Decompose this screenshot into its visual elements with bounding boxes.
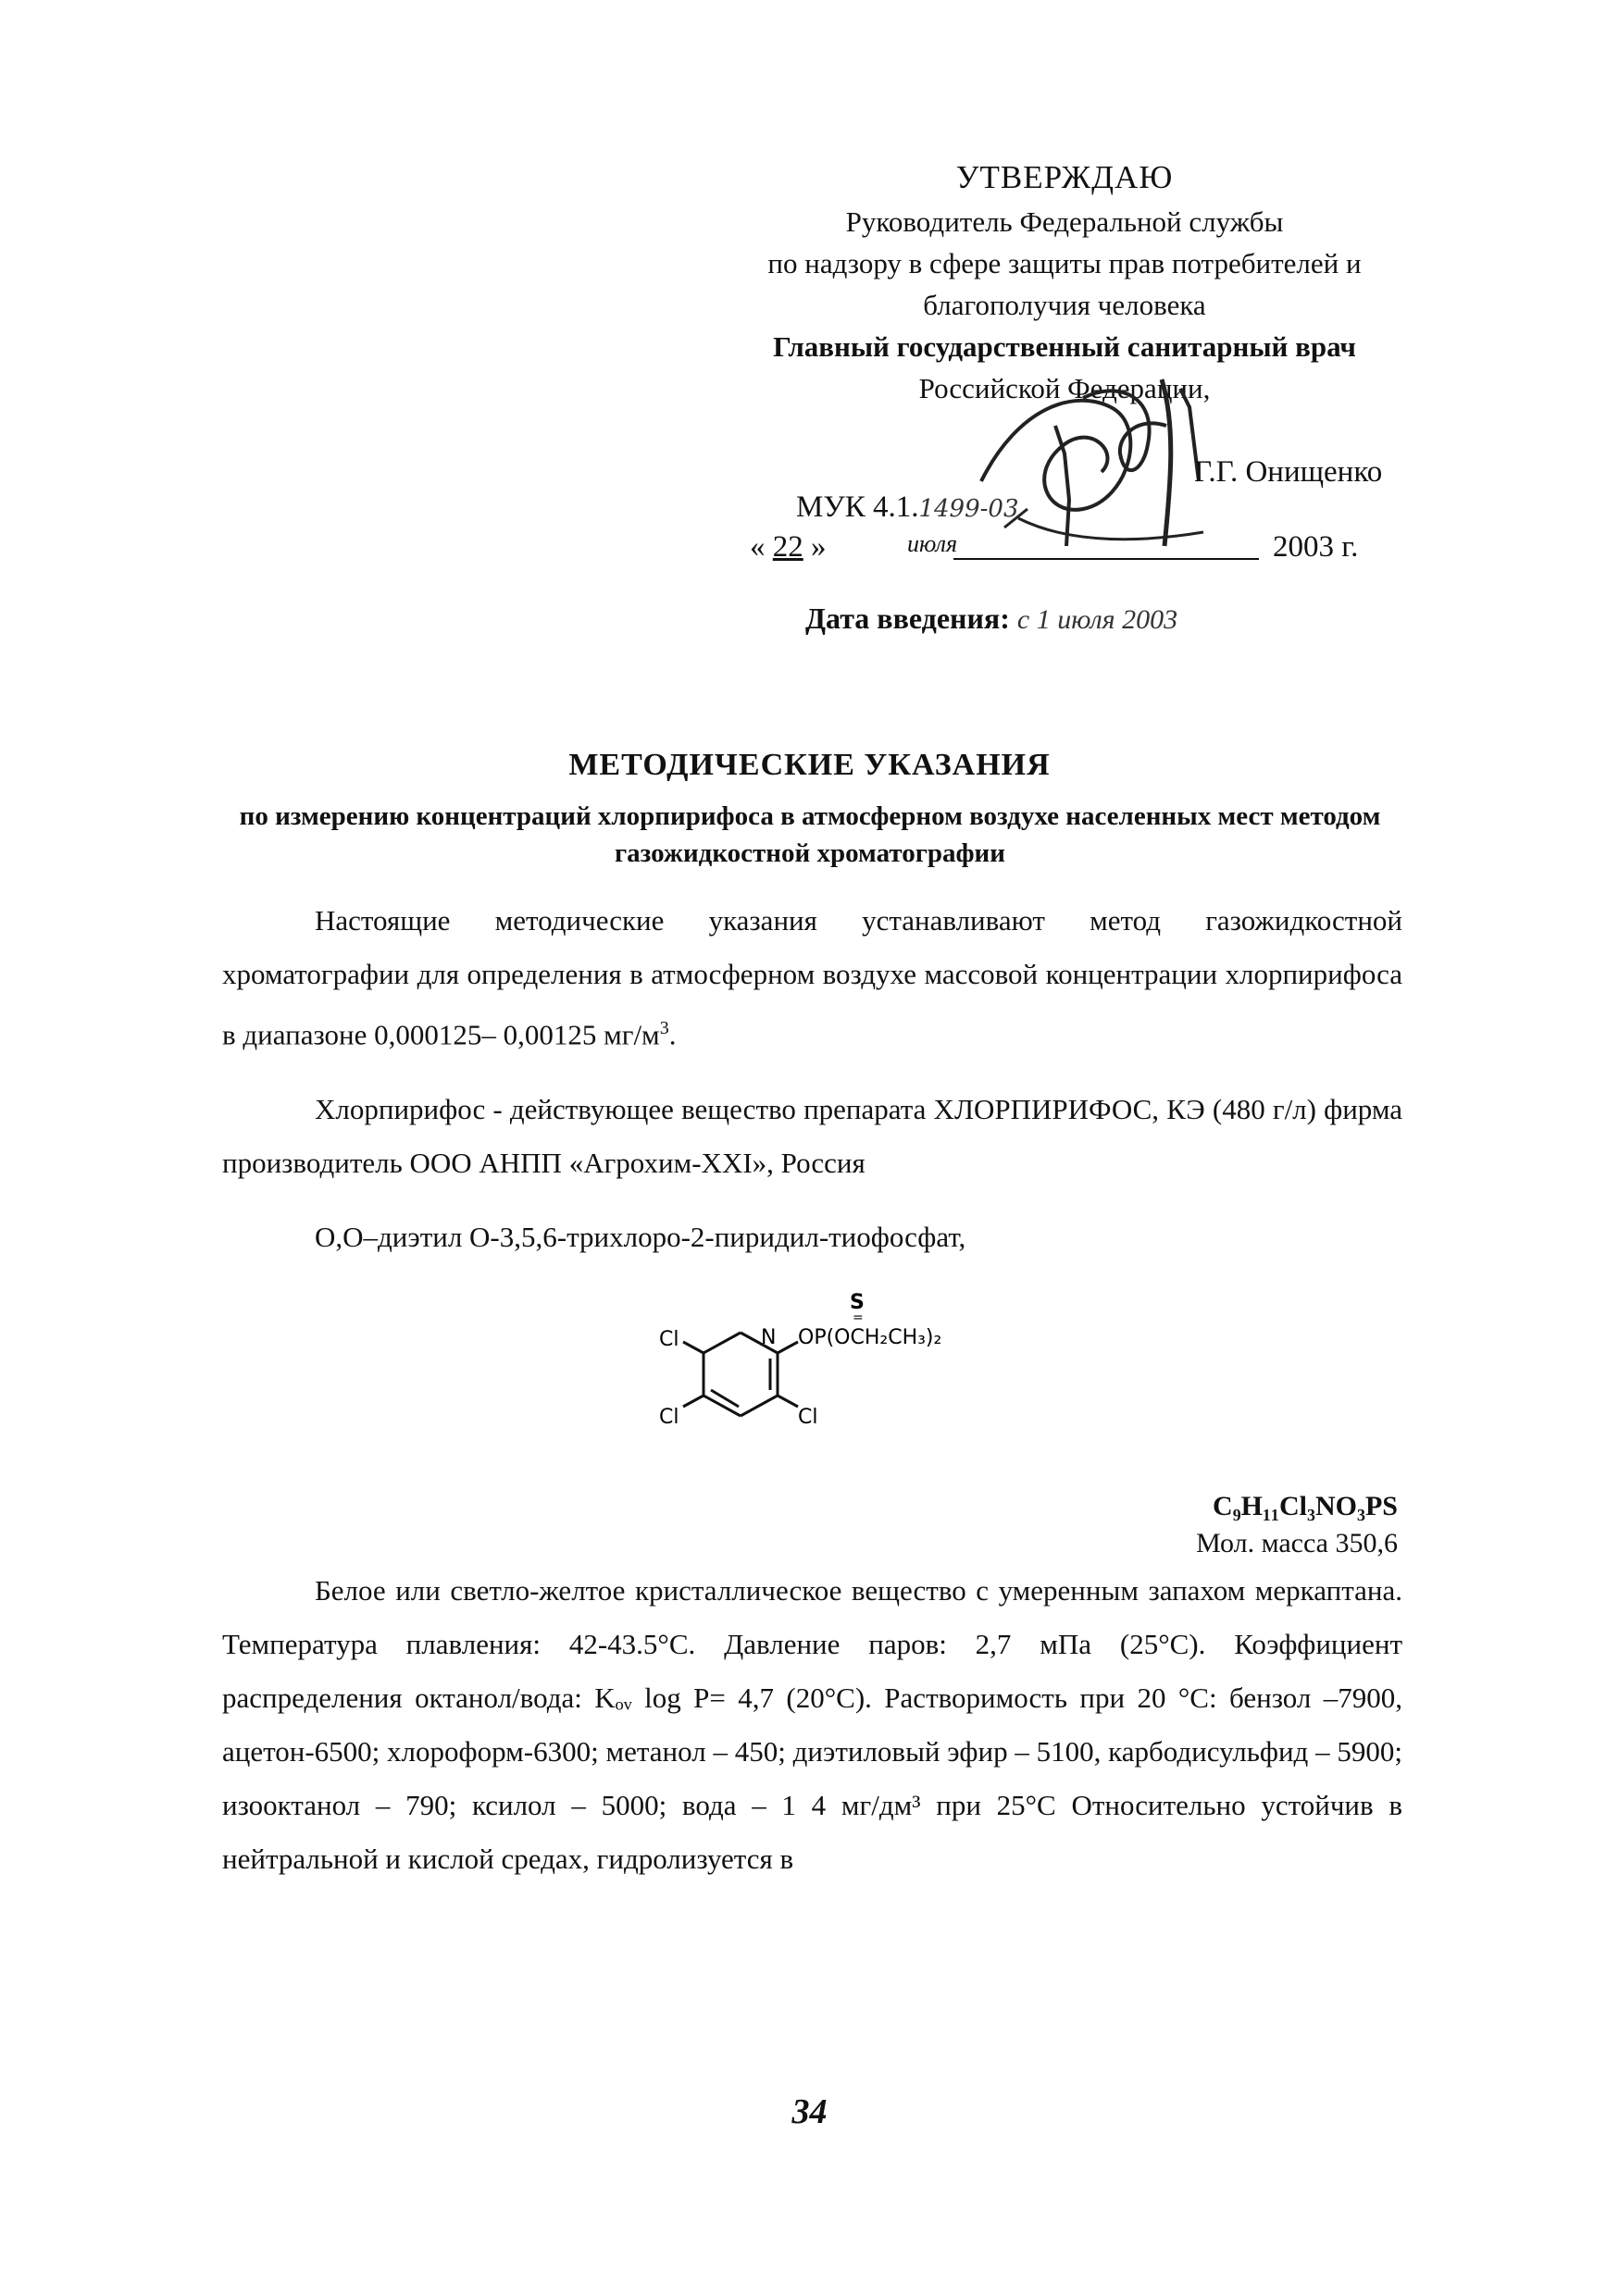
approval-line-2: по надзору в сфере защиты прав потребителей и [767, 247, 1362, 279]
double-bond-mark: = [853, 1310, 864, 1325]
molecular-formula-block [1018, 1488, 1398, 1562]
approval-date [750, 530, 1398, 567]
molecular-mass: Мол. масса 350,6 [1196, 1528, 1398, 1558]
muk-code-label: МУК 4.1. [796, 490, 919, 524]
signer-name: Г.Г. Онищенко [1194, 455, 1383, 489]
cl-bottom-left: Cl [659, 1406, 679, 1429]
paragraph-active-substance: Хлорпирифос - действующее вещество препарата ХЛОРПИРИФОС, КЭ (480 г/л) фирма производитель ООО АНПП «Агрохим-XXI», Россия [222, 1093, 1402, 1179]
date-underline [953, 558, 1259, 560]
molecular-formula: C₉H₁₁Cl₃NO₃PS [1213, 1491, 1398, 1521]
cl-top-left: Cl [659, 1328, 679, 1351]
paragraph-properties: Белое или светло-желтое кристаллическое вещество с умеренным запахом меркаптана. Температура плавления: 42-43.5°С. Давление паров: 2,7 мПа (25°С). Коэффициент распределения октанол/вода: Kₒᵥ log P= 4,7 (20°С). Растворимость при 20 °С: бензол –7900, ацетон-6500; хлороформ-6300; метанол – 450; диэтиловый эфир – 5100, карбодисульфид – 5900; изооктанол – 790; ксилол – 5000; вода – 1 4 мг/дм³ при 25°С Относительно устойчив в нейтральной и кислой средах, гидролизуется в [222, 1574, 1402, 1875]
introduction-date [805, 602, 1177, 636]
cl-bottom-right: Cl [798, 1406, 818, 1429]
intro-date-handwritten: с 1 июля 2003 [1016, 604, 1178, 635]
document-subtitle: по измерению концентраций хлорпирифоса в атмосферном воздухе населенных мест методом газожидкостной хроматографии [239, 801, 1381, 868]
date-day: « 22 » [750, 530, 827, 564]
paragraph-scope: Настоящие методические указания устанавливают метод газожидкостной хроматографии для определения в атмосферном воздухе массовой концентрации хлорпирифоса в диапазоне 0,000125– 0,00125 $мг/м^3$. [222, 904, 1402, 1051]
document-title: МЕТОДИЧЕСКИЕ УКАЗАНИЯ [568, 748, 1051, 782]
muk-code [796, 490, 1019, 525]
approval-heading: УТВЕРЖДАЮ [955, 159, 1174, 195]
approval-line-4: Главный государственный санитарный врач [773, 330, 1356, 363]
page-number: 34 [791, 2092, 828, 2131]
approval-line-1: Руководитель Федеральной службы [845, 205, 1284, 238]
paragraph-chemical-name: О,О–диэтил О-3,5,6-трихлоро-2-пиридил-тиофосфат, [315, 1221, 966, 1253]
date-month-handwritten: июля [907, 530, 958, 557]
approval-line-5: Российской Федерации, [918, 372, 1211, 404]
atom-n: N [761, 1326, 777, 1349]
chemical-structure [659, 1286, 1055, 1462]
intro-date-label: Дата введения: [805, 602, 1010, 635]
atom-s: S [850, 1291, 865, 1314]
date-year: 2003 г. [1273, 530, 1359, 564]
approval-line-3: благополучия человека [923, 289, 1206, 321]
muk-code-handwritten: 1499-03 [918, 495, 1019, 523]
substituent-group: OP(OCH₂CH₃)₂ [798, 1326, 942, 1349]
